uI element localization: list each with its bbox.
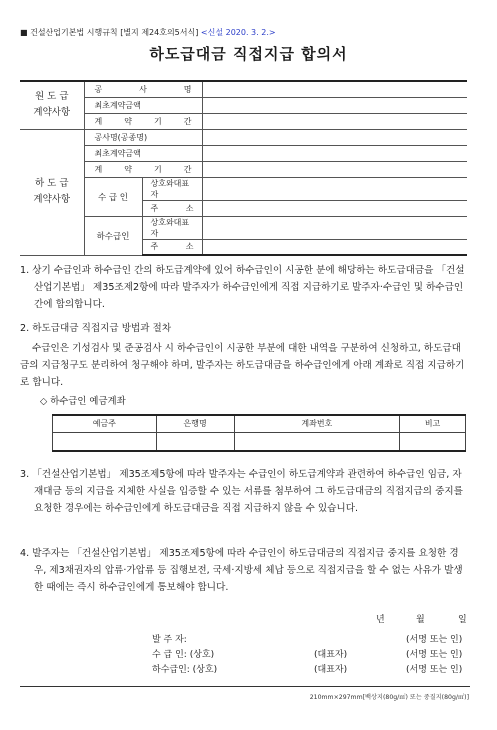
sub-project-name-field[interactable] — [202, 129, 467, 145]
contractor-address-label: 주 소 — [142, 200, 202, 216]
subcontractor-sign-mark: (서명 또는 인) — [406, 665, 463, 675]
client-sign-label: (서명 또는 인) — [406, 635, 463, 645]
sub-project-name-label: 공사명(공종명) — [84, 129, 202, 145]
remarks-field[interactable] — [400, 432, 466, 451]
sub-initial-amount-field[interactable] — [202, 145, 467, 161]
bank-account-table — [52, 414, 466, 452]
contractor-name-label: 상호와대표자 — [142, 177, 202, 200]
initial-amount-label: 최초계약금액 — [84, 97, 202, 113]
account-heading: ◇ 하수급인 예금계좌 — [40, 396, 126, 407]
subcontractor-sign-label: 하수급인: (상호) — [152, 665, 218, 675]
section-1 — [20, 262, 470, 313]
contract-period-label: 계 약 기 간 — [84, 113, 202, 129]
sub-contract-period-label: 계 약 기 간 — [84, 161, 202, 177]
project-name-field[interactable] — [202, 81, 467, 97]
project-name-label: 공 사 명 — [84, 81, 202, 97]
sub-contract-period-field[interactable] — [202, 161, 467, 177]
contract-period-field[interactable] — [202, 113, 467, 129]
paper-spec: 210mm×297mm[백상지(80g/㎡) 또는 중질지(80g/㎡)] — [309, 694, 469, 701]
account-holder-header: 예금주 — [53, 415, 157, 432]
subcontractor-address-field[interactable] — [202, 239, 467, 255]
contractor-rep-label: (대표자) — [314, 650, 348, 660]
subcontractor-address-label: 주 소 — [142, 239, 202, 255]
account-holder-field[interactable] — [53, 432, 157, 451]
account-number-field[interactable] — [234, 432, 400, 451]
contractor-sign-label: 수 급 인: (상호) — [152, 650, 215, 660]
subcontractor-rep-label: (대표자) — [314, 665, 348, 675]
contract-info-table — [20, 80, 467, 256]
subcontractor-name-field[interactable] — [202, 216, 467, 239]
section-4: 4. 발주자는 「건설산업기본법」 제35조제5항에 따라 수급인이 하도급대금의 직접지급 중지를 요청한 경우, 제3채권자의 압류·가압류 등 집행보전, 국세·지방세 체납 등으로 직접지급을 할 수 없는 사유가 발생한 때에는 즉시 하수급인에게 통보해야 합니다. — [20, 548, 463, 593]
date-day-label: 일 — [458, 615, 467, 625]
initial-amount-field[interactable] — [202, 97, 467, 113]
form-reference — [20, 27, 276, 38]
contractor-sign-mark: (서명 또는 인) — [406, 650, 463, 660]
account-number-header: 계좌번호 — [234, 415, 400, 432]
amendment-note: <신설 2020. 3. 2.> — [200, 28, 276, 37]
contractor-label: 수 급 인 — [84, 177, 142, 216]
date-year-label: 년 — [376, 615, 385, 625]
remarks-header: 비고 — [400, 415, 466, 432]
subcontract-group-label: 하 도 급 계약사항 — [20, 129, 84, 255]
prime-contract-group-label: 원 도 급 계약사항 — [20, 81, 84, 129]
section-2-heading: 2. 하도급대금 직접지급 방법과 절차 — [20, 323, 172, 334]
client-label: 발 주 자: — [152, 635, 187, 645]
subcontractor-name-label: 상호와대표자 — [142, 216, 202, 239]
section-3: 3. 「건설산업기본법」 제35조제5항에 따라 발주자는 수급인이 하도급계약과 관련하여 하수급인 임금, 자재대금 등의 지급을 지체한 사실을 입증할 수 있는 서류를 첨부하여 그 하도급대금의 직접지급의 중지를 요청한 경우에는 하수급인에게 하도급대금을 직접 지급하지 않을 수 있습니다. — [20, 469, 463, 514]
section-2-body: 수급인은 기성검사 및 준공검사 시 하수급인이 시공한 부분에 대한 내역을 구분하여 신청하고, 하도급대금의 지급청구도 분리하여 청구해야 하며, 발주자는 하도급대금을 하수급인에게 아래 계좌로 직접 지급하기로 합니다. — [20, 343, 465, 388]
sub-initial-amount-label: 최초계약금액 — [84, 145, 202, 161]
bottom-rule — [20, 686, 470, 687]
document-title: 하도급대금 직접지급 합의서 — [149, 45, 348, 63]
section-1-text: 1. 상기 수급인과 하수급인 간의 하도급계약에 있어 하수급인이 시공한 분에 해당하는 하도급대금을 「건설산업기본법」 제35조제2항에 따라 발주자가 하수급인에게 직접 지급하기로 발주자·수급인 및 하수급인 간에 합의합니다. — [20, 265, 465, 310]
subcontractor-label: 하수급인 — [84, 216, 142, 255]
contractor-address-field[interactable] — [202, 200, 467, 216]
contractor-name-field[interactable] — [202, 177, 467, 200]
bank-name-header: 은행명 — [156, 415, 234, 432]
bank-name-field[interactable] — [156, 432, 234, 451]
date-month-label: 월 — [416, 615, 425, 625]
law-reference: ■ 건설산업기본법 시행규칙 [별지 제24호의5서식] — [20, 28, 199, 37]
